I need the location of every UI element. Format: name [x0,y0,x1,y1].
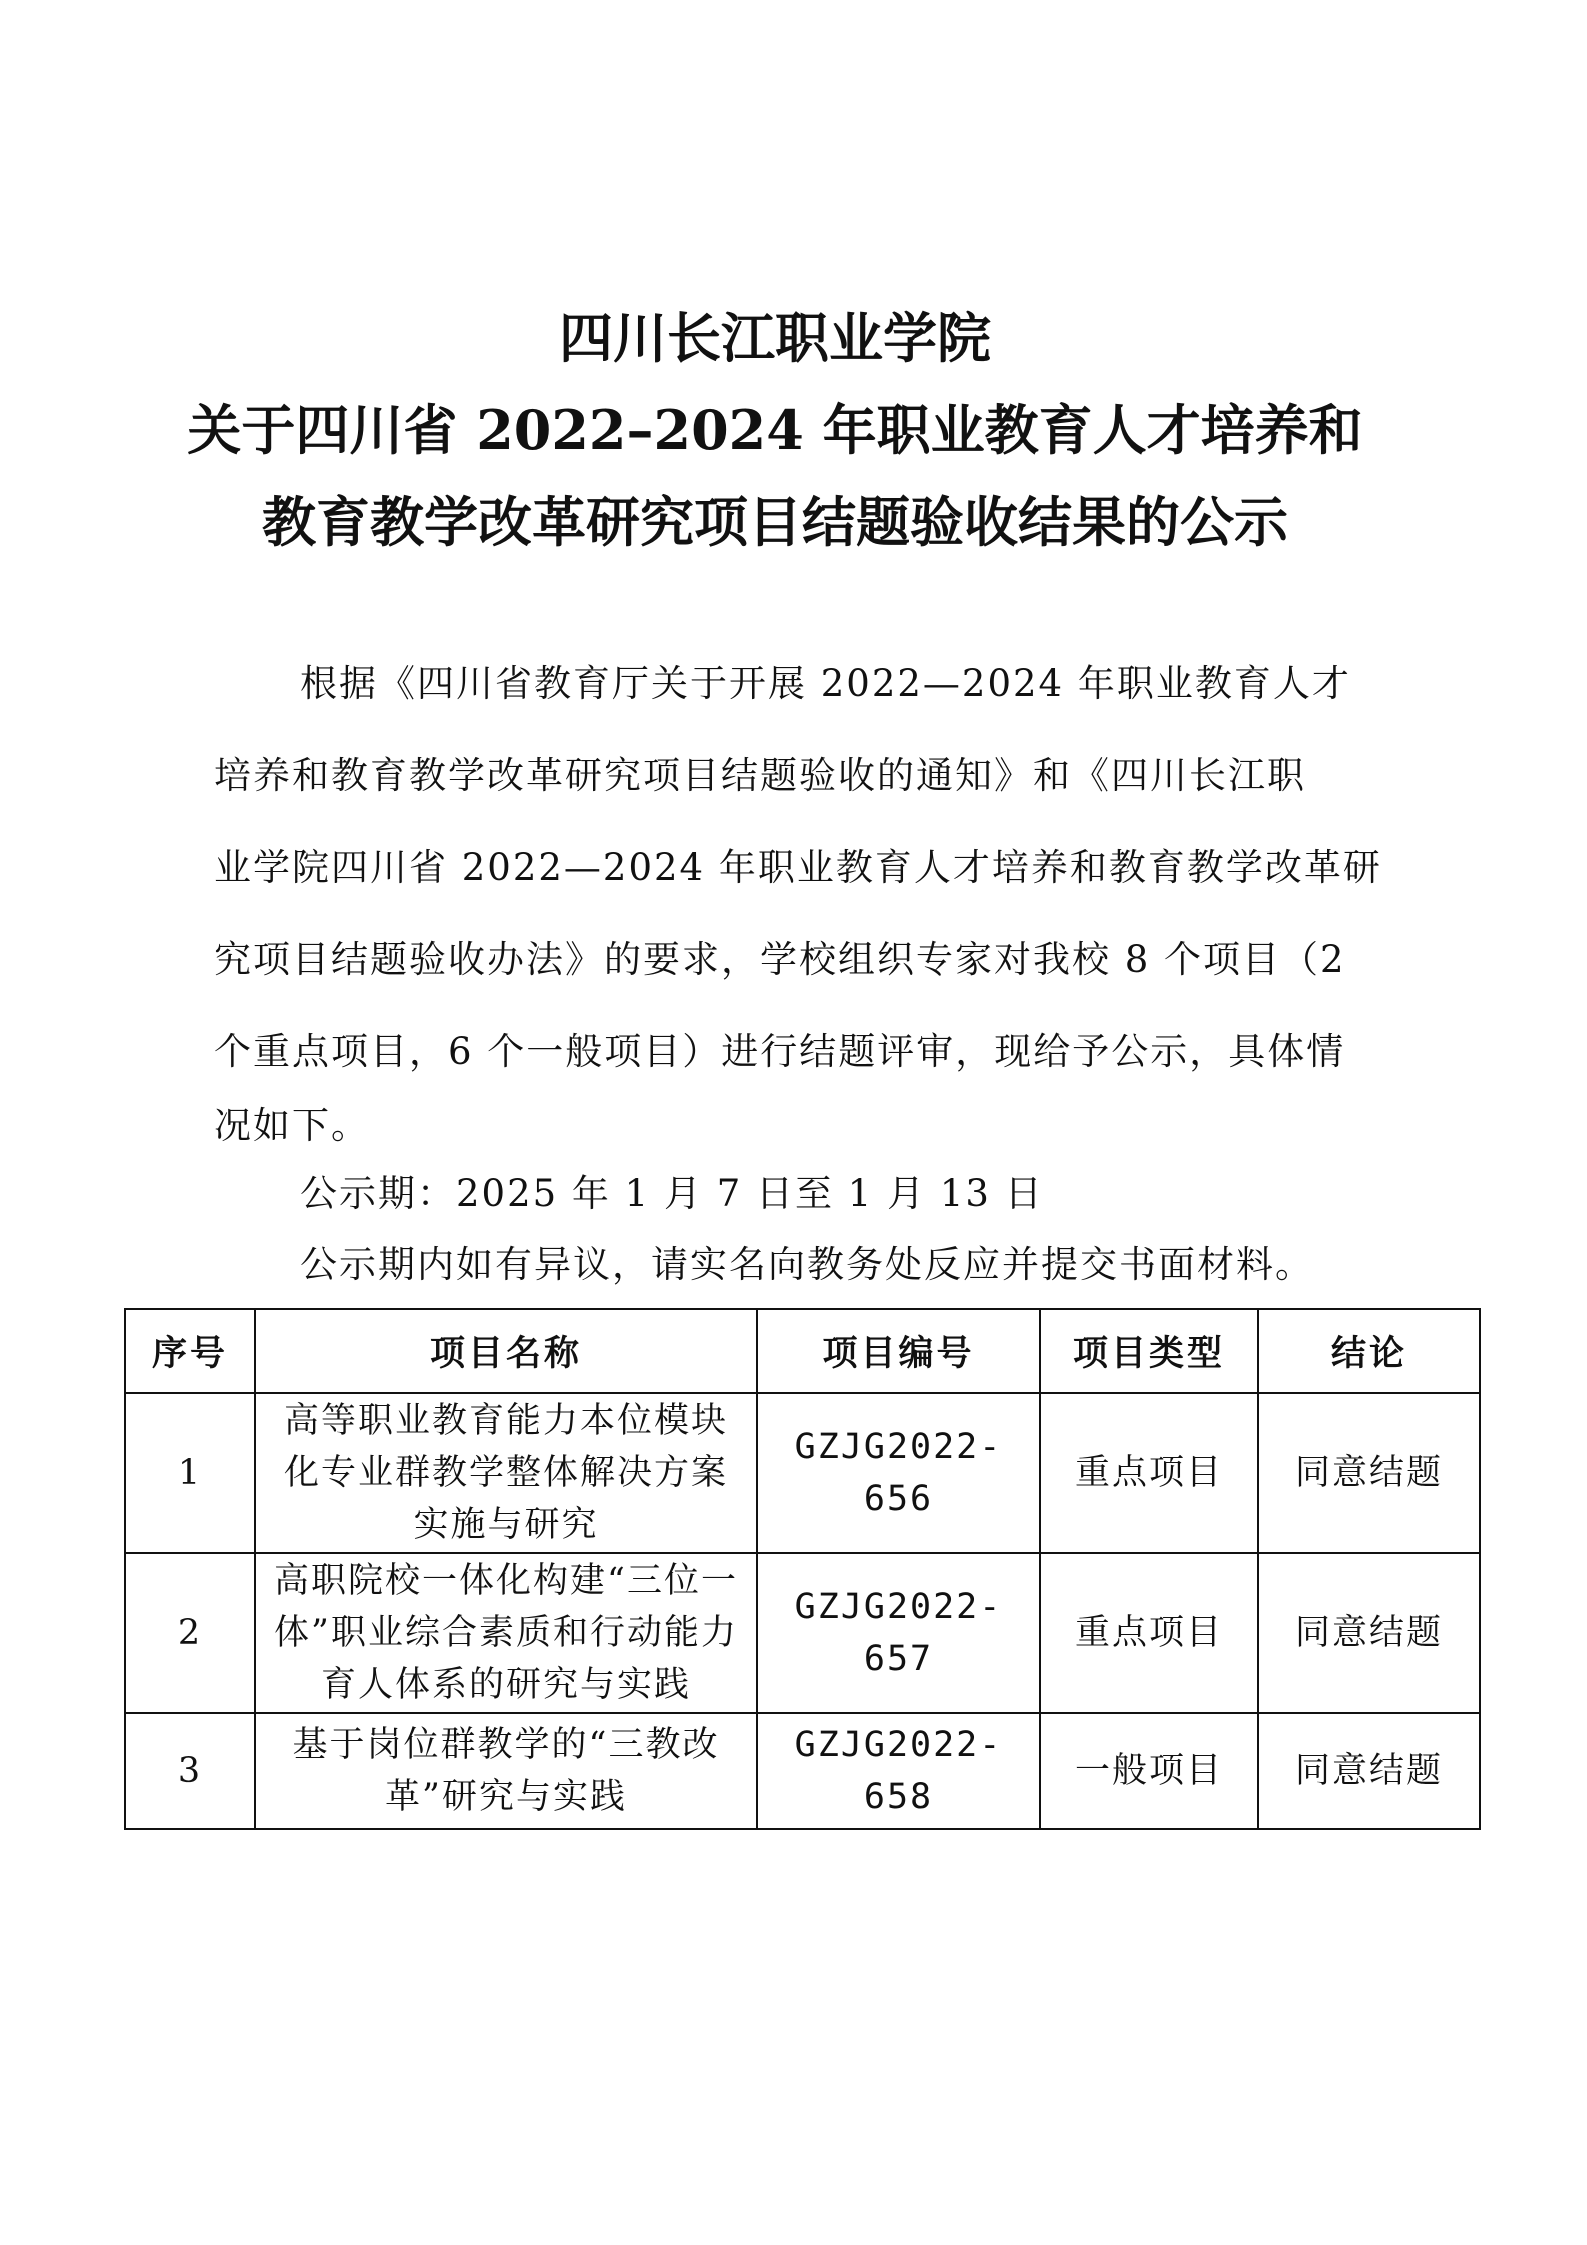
title-line-2: 关于四川省 2022–2024 年职业教育人才培养和 [187,398,1363,462]
row-index: 1 [125,1393,255,1553]
name-line: 育人体系的研究与实践 [320,1665,691,1705]
name-line: 化专业群教学整体解决方案 [283,1453,728,1493]
table-header-row [125,1309,1480,1393]
title-line-3: 教育教学改革研究项目结题验收结果的公示 [262,490,1288,554]
header-project-type: 项目类型 [1040,1309,1258,1393]
row-project-code: GZJG2022-657 [757,1553,1040,1713]
row-conclusion: 同意结题 [1258,1713,1480,1829]
row-conclusion: 同意结题 [1258,1553,1480,1713]
title-line-1: 四川长江职业学院 [559,306,991,370]
row-project-name [255,1393,757,1553]
header-index: 序号 [125,1309,255,1393]
body-line-2: 培养和教育教学改革研究项目结题验收的通知》和《四川长江职 [214,754,1306,797]
row-project-type: 重点项目 [1040,1393,1258,1553]
name-line: 基于岗位群教学的“三教改 [292,1725,720,1765]
body-line-4: 究项目结题验收办法》的要求，学校组织专家对我校 8 个项目（2 [214,938,1346,981]
row-project-name [255,1713,757,1829]
row-project-name [255,1553,757,1713]
name-line: 革”研究与实践 [385,1777,627,1817]
publicity-period: 公示期：2025 年 1 月 7 日至 1 月 13 日 [300,1172,1044,1215]
header-project-name: 项目名称 [255,1309,757,1393]
row-conclusion: 同意结题 [1258,1393,1480,1553]
name-line: 高职院校一体化构建“三位一 [274,1561,738,1601]
name-line: 体”职业综合素质和行动能力 [274,1613,738,1653]
document-title [150,292,1400,568]
objection-note: 公示期内如有异议，请实名向教务处反应并提交书面材料。 [300,1243,1314,1286]
body-line-6: 况如下。 [214,1104,370,1147]
row-index: 2 [125,1553,255,1713]
table-row [125,1553,1480,1713]
header-project-code: 项目编号 [757,1309,1040,1393]
body-line-1: 根据《四川省教育厅关于开展 2022—2024 年职业教育人才 [300,662,1351,705]
table-row [125,1713,1480,1829]
body-line-5: 个重点项目，6 个一般项目）进行结题评审，现给予公示，具体情 [214,1030,1346,1073]
name-line: 高等职业教育能力本位模块 [283,1401,728,1441]
name-line: 实施与研究 [413,1505,599,1545]
row-project-code: GZJG2022-658 [757,1713,1040,1829]
row-index: 3 [125,1713,255,1829]
row-project-code: GZJG2022-656 [757,1393,1040,1553]
body-line-3: 业学院四川省 2022—2024 年职业教育人才培养和教育教学改革研 [214,846,1382,889]
results-table [124,1308,1481,1830]
row-project-type: 重点项目 [1040,1553,1258,1713]
row-project-type: 一般项目 [1040,1713,1258,1829]
table-row [125,1393,1480,1553]
header-conclusion: 结论 [1258,1309,1480,1393]
